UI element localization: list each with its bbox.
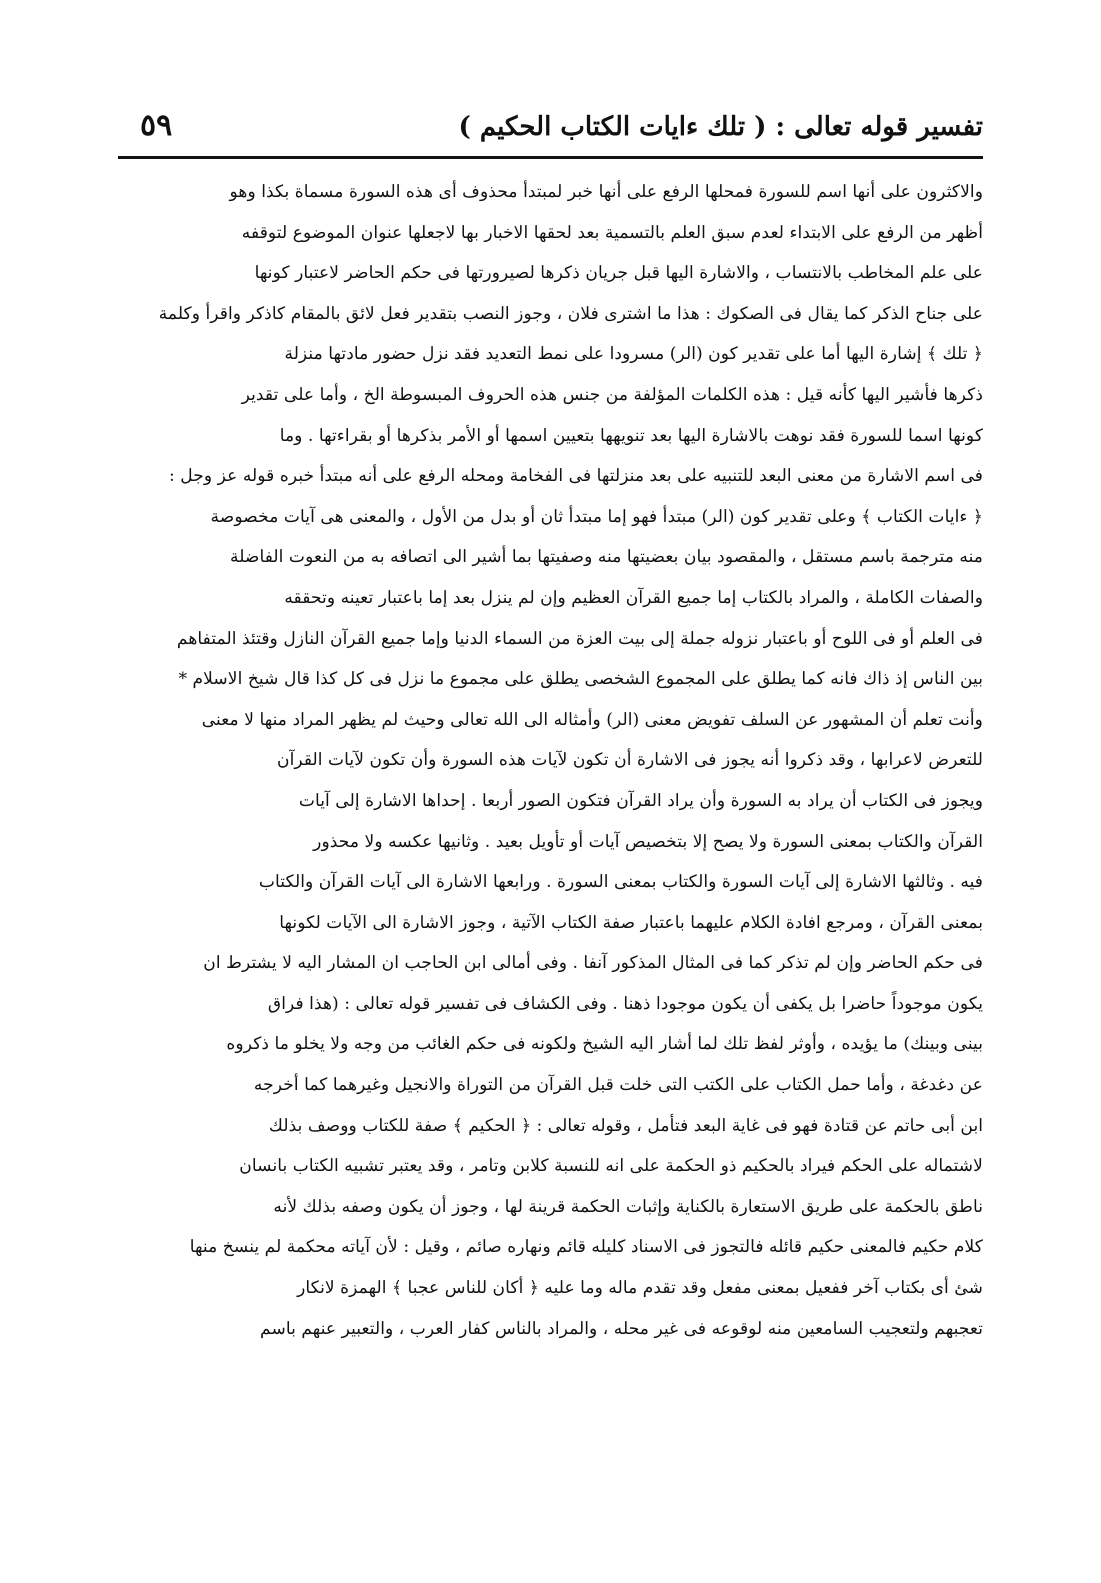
text-line: وأنت تعلم أن المشهور عن السلف تفويض معنى (الر) وأمثاله الى الله تعالى وحيث لم يظهر المراد منها لا معنى — [201, 709, 983, 730]
text-line: ﴿ تلك ﴾ إشارة اليها أما على تقدير كون (الر) مسرودا على نمط التعديد فقد نزل حضور مادتها منزلة — [284, 344, 983, 365]
text-line: والصفات الكاملة ، والمراد بالكتاب إما جميع القرآن العظيم وإن لم ينزل بعد إما باعتبار تعينه وتحققه — [284, 587, 983, 608]
text-line: عن دغدغة ، وأما حمل الكتاب على الكتب التى خلت قبل القرآن من التوراة والانجيل وغيرهما كما أخرجه — [253, 1075, 983, 1096]
page-number: ٥٩ — [140, 108, 173, 143]
text-line: والاكثرون على أنها اسم للسورة فمحلها الرفع على أنها خبر لمبتدأ محذوف أى هذه السورة مسماة بكذا وهو — [229, 182, 983, 202]
header-rule — [118, 156, 983, 159]
text-line: بمعنى القرآن ، ومرجع افادة الكلام عليهما باعتبار صفة الكتاب الآتية ، وجوز الاشارة الى الآيات لكونها — [279, 912, 983, 933]
text-line: للتعرض لاعرابها ، وقد ذكروا أنه يجوز فى الاشارة أن تكون لآيات هذه السورة وأن تكون لآيات القرآن — [276, 750, 983, 771]
text-line: يكون موجوداً حاضرا بل يكفى أن يكون موجودا ذهنا . وفى الكشاف فى تفسير قوله تعالى : (هذا فراق — [267, 993, 983, 1014]
text-line: ذكرها فأشير اليها كأنه قيل : هذه الكلمات المؤلفة من جنس هذه الحروف المبسوطة الخ ، وأما على تقدير — [241, 384, 983, 405]
running-title: تفسير قوله تعالى : ( تلك ءايات الكتاب الحكيم ) — [458, 112, 983, 142]
text-line: كونها اسما للسورة فقد نوهت بالاشارة اليها بعد تنويهها بتعيين اسمها أو الأمر بذكرها أو بقراءتها . وما — [279, 425, 983, 446]
text-line: فيه . وثالثها الاشارة إلى آيات السورة والكتاب بمعنى السورة . ورابعها الاشارة الى آيات القرآن والكتاب — [258, 872, 983, 893]
text-line: أظهر من الرفع على الابتداء لعدم سبق العلم بالتسمية بعد لحقها الاخبار بها لاجعلها عنوان الموضوع لتوقفه — [241, 222, 983, 243]
text-line: ابن أبى حاتم عن قتادة فهو فى غاية البعد فتأمل ، وقوله تعالى : ﴿ الحكيم ﴾ صفة للكتاب ووصف بذلك — [268, 1115, 983, 1136]
text-line: ناطق بالحكمة على طريق الاستعارة بالكناية وإثبات الحكمة قرينة لها ، وجوز أن يكون وصفه بذلك لأنه — [273, 1196, 983, 1217]
text-line: بين الناس إذ ذاك فانه كما يطلق على المجموع الشخصى يطلق على مجموع ما نزل فى كل كذا قال شيخ الاسلام * — [178, 669, 983, 690]
body-text — [118, 172, 983, 1349]
text-line: فى العلم أو فى اللوح أو باعتبار نزوله جملة إلى بيت العزة من السماء الدنيا وإما جميع القرآن النازل وقتئذ المتفاهم — [176, 628, 983, 649]
text-line: ﴿ ءايات الكتاب ﴾ وعلى تقدير كون (الر) مبتدأ فهو إما مبتدأ ثان أو بدل من الأول ، والمعنى هى آيات مخصوصة — [210, 506, 983, 527]
text-line: كلام حكيم فالمعنى حكيم قائله فالتجوز فى الاسناد كليله قائم ونهاره صائم ، وقيل : لأن آياته محكمة لم ينسخ منها — [189, 1237, 983, 1258]
text-line: فى حكم الحاضر وإن لم تذكر كما فى المثال المذكور آنفا . وفى أمالى ابن الحاجب ان المشار اليه لا يشترط ان — [203, 953, 983, 974]
text-line: منه مترجمة باسم مستقل ، والمقصود بيان بعضيتها منه وصفيتها بما أشير الى اتصافه به من النعوت الفاضلة — [230, 547, 983, 568]
page-header — [118, 108, 983, 154]
text-line: شئ أى بكتاب آخر ففعيل بمعنى مفعل وقد تقدم ماله وما عليه ﴿ أكان للناس عجبا ﴾ الهمزة لانكار — [297, 1278, 983, 1299]
text-line: بينى وبينك) ما يؤيده ، وأوثر لفظ تلك لما أشار اليه الشيخ ولكونه فى حكم الغائب من وجه ولا يخلو ما ذكروه — [226, 1034, 983, 1055]
text-line: لاشتماله على الحكم فيراد بالحكيم ذو الحكمة على انه للنسبة كلابن وتامر ، وقد يعتبر تشبيه الكتاب بانسان — [239, 1156, 983, 1177]
text-line: فى اسم الاشارة من معنى البعد للتنبيه على بعد منزلتها فى الفخامة ومحله الرفع على أنه مبتدأ خبره قوله عز وجل : — [168, 466, 983, 487]
text-line: القرآن والكتاب بمعنى السورة ولا يصح إلا بتخصيص آيات أو تأويل بعيد . وثانيها عكسه ولا محذور — [313, 831, 983, 852]
text-line: على علم المخاطب بالانتساب ، والاشارة اليها قبل جريان ذكرها لصيرورتها فى حكم الحاضر لاعتبار كونها — [254, 263, 983, 284]
text-line: على جناح الذكر كما يقال فى الصكوك : هذا ما اشترى فلان ، وجوز النصب بتقدير فعل لائق بالمقام كاذكر واقرأ وكلمة — [158, 303, 983, 324]
text-line: ويجوز فى الكتاب أن يراد به السورة وأن يراد القرآن فتكون الصور أربعا . إحداها الاشارة إلى آيات — [298, 790, 983, 811]
text-line: تعجبهم ولتعجيب السامعين منه لوقوعه فى غير محله ، والمراد بالناس كفار العرب ، والتعبير عنهم باسم — [260, 1318, 983, 1339]
